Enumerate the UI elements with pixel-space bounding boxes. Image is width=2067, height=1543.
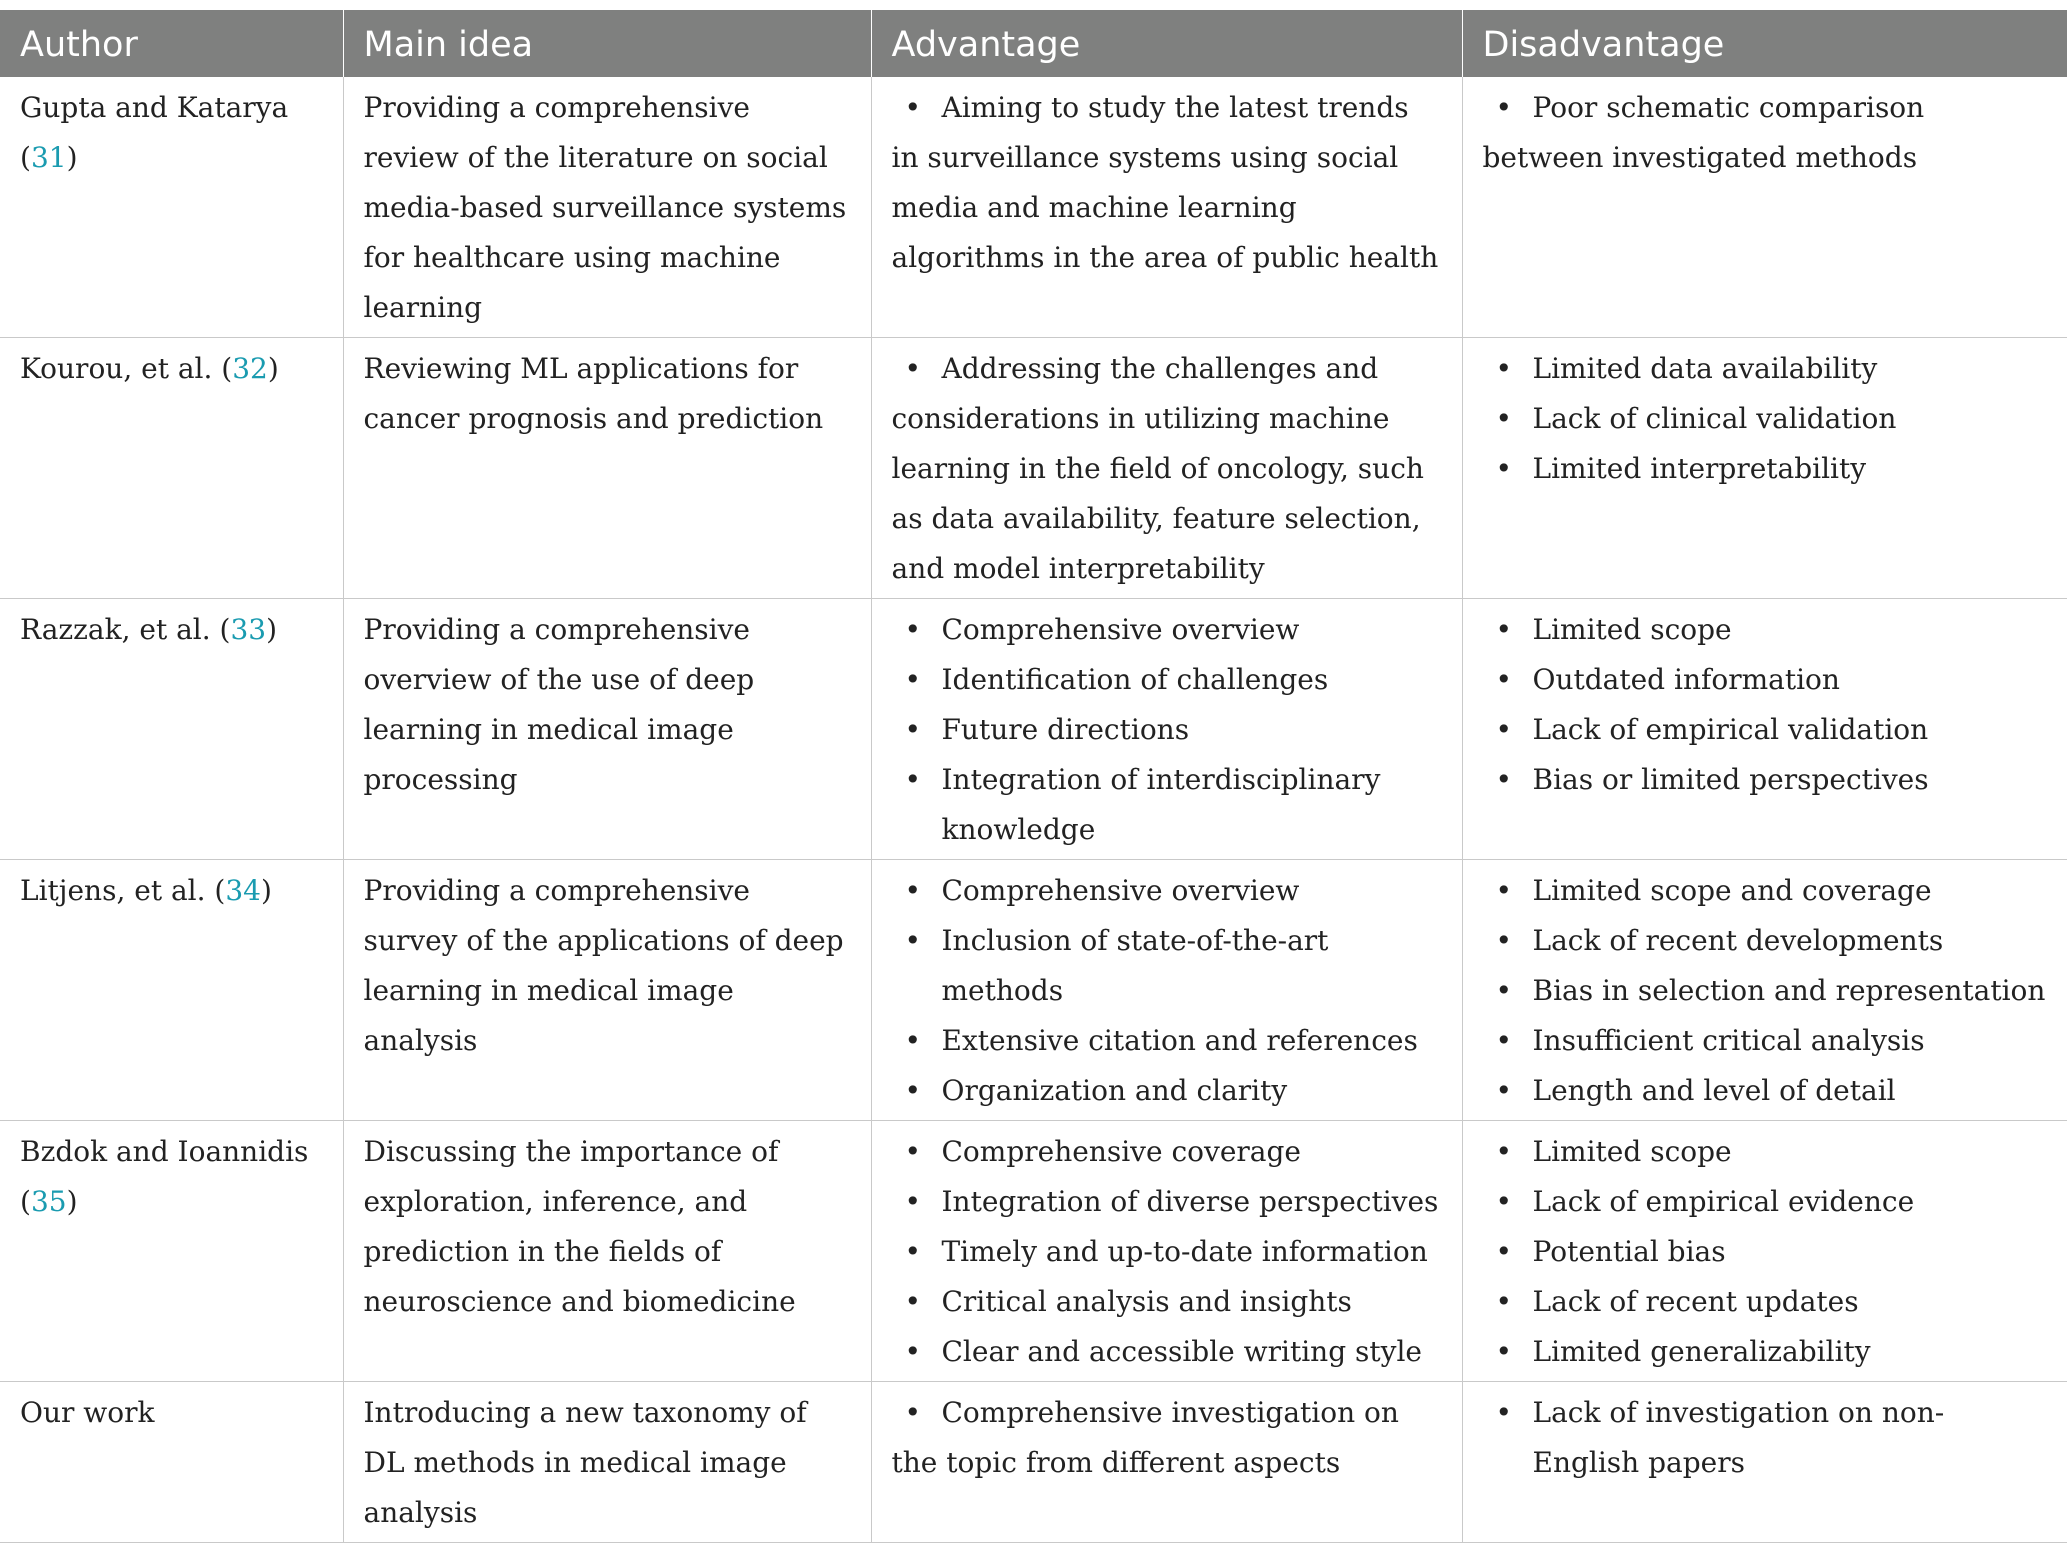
advantage-cell	[871, 860, 1462, 1121]
disadvantage-item: • Outdated information	[1483, 655, 2048, 705]
disadvantage-cell	[1462, 599, 2067, 860]
disadvantage-cell	[1462, 77, 2067, 338]
advantage-cell	[871, 1382, 1462, 1543]
disadvantage-item: • Limited generalizability	[1483, 1327, 2048, 1377]
advantage-item: • Inclusion of state-of-the-art methods	[892, 916, 1442, 1016]
main-idea-cell: Introducing a new taxonomy of DL methods in medical image analysis	[343, 1382, 871, 1543]
advantage-item: • Future directions	[892, 705, 1442, 755]
advantage-item: • Integration of diverse perspectives	[892, 1177, 1442, 1227]
advantage-item: • Critical analysis and insights	[892, 1277, 1442, 1327]
disadvantage-item: • Length and level of detail	[1483, 1066, 2048, 1116]
table-row	[0, 860, 2067, 1121]
disadvantage-item: • Lack of empirical validation	[1483, 705, 2048, 755]
header-main-idea: Main idea	[343, 10, 871, 77]
author-name: Gupta and Katarya	[20, 91, 289, 124]
header-author: Author	[0, 10, 343, 77]
disadvantage-cell	[1462, 1382, 2067, 1543]
disadvantage-item: • Limited scope	[1483, 605, 2048, 655]
advantage-cell	[871, 1121, 1462, 1382]
table-body	[0, 77, 2067, 1543]
disadvantage-cell	[1462, 860, 2067, 1121]
disadvantage-item: • Lack of empirical evidence	[1483, 1177, 2048, 1227]
advantage-cell	[871, 77, 1462, 338]
header-advantage: Advantage	[871, 10, 1462, 77]
main-idea-cell: Providing a comprehensive survey of the applications of deep learning in medical image analysis	[343, 860, 871, 1121]
reference-link[interactable]: 34	[225, 874, 261, 907]
advantage-item: • Identification of challenges	[892, 655, 1442, 705]
header-row	[0, 10, 2067, 77]
author-cell: Bzdok and Ioannidis (35)	[0, 1121, 343, 1382]
author-cell: Gupta and Katarya (31)	[0, 77, 343, 338]
disadvantage-item: • Lack of recent updates	[1483, 1277, 2048, 1327]
disadvantage-item: • Poor schematic comparison between investigated methods	[1483, 83, 2048, 183]
table-row	[0, 599, 2067, 860]
disadvantage-item: • Limited scope and coverage	[1483, 866, 2048, 916]
table-row	[0, 338, 2067, 599]
reference-link[interactable]: 32	[232, 352, 268, 385]
disadvantage-cell	[1462, 338, 2067, 599]
advantage-cell	[871, 338, 1462, 599]
main-idea-cell: Providing a comprehensive overview of the use of deep learning in medical image processing	[343, 599, 871, 860]
author-cell: Litjens, et al. (34)	[0, 860, 343, 1121]
disadvantage-item: • Lack of investigation on non-English papers	[1483, 1388, 2048, 1488]
table-row	[0, 1121, 2067, 1382]
disadvantage-item: • Limited data availability	[1483, 344, 2048, 394]
advantage-item: • Aiming to study the latest trends in surveillance systems using social media and machine learning algorithms in the area of public health	[892, 83, 1442, 283]
advantage-item: • Comprehensive overview	[892, 866, 1442, 916]
main-idea-cell: Discussing the importance of exploration, inference, and prediction in the fields of neuroscience and biomedicine	[343, 1121, 871, 1382]
reference-link[interactable]: 35	[30, 1185, 67, 1218]
advantage-item: • Integration of interdisciplinary knowledge	[892, 755, 1442, 855]
author-name: Razzak, et al.	[20, 613, 211, 646]
header-disadvantage: Disadvantage	[1462, 10, 2067, 77]
author-cell: Kourou, et al. (32)	[0, 338, 343, 599]
author-name: Our work	[20, 1396, 155, 1429]
disadvantage-item: • Insufficient critical analysis	[1483, 1016, 2048, 1066]
disadvantage-item: • Lack of clinical validation	[1483, 394, 2048, 444]
table-row	[0, 77, 2067, 338]
main-idea-cell: Providing a comprehensive review of the literature on social media-based surveillance systems for healthcare using machine learning	[343, 77, 871, 338]
advantage-item: • Organization and clarity	[892, 1066, 1442, 1116]
author-cell: Razzak, et al. (33)	[0, 599, 343, 860]
disadvantage-item: • Lack of recent developments	[1483, 916, 2048, 966]
advantage-item: • Comprehensive investigation on the topic from different aspects	[892, 1388, 1442, 1488]
author-cell	[0, 1382, 343, 1543]
disadvantage-item: • Limited scope	[1483, 1127, 2048, 1177]
reference-link[interactable]: 31	[30, 141, 67, 174]
advantage-item: • Extensive citation and references	[892, 1016, 1442, 1066]
author-name: Litjens, et al.	[20, 874, 206, 907]
advantage-cell	[871, 599, 1462, 860]
advantage-item: • Comprehensive coverage	[892, 1127, 1442, 1177]
disadvantage-item: • Bias or limited perspectives	[1483, 755, 2048, 805]
reference-link[interactable]: 33	[230, 613, 267, 646]
main-idea-cell: Reviewing ML applications for cancer prognosis and prediction	[343, 338, 871, 599]
disadvantage-cell	[1462, 1121, 2067, 1382]
advantage-item: • Comprehensive overview	[892, 605, 1442, 655]
table-header	[0, 10, 2067, 77]
table-row	[0, 1382, 2067, 1543]
author-name: Bzdok and Ioannidis	[20, 1135, 309, 1168]
disadvantage-item: • Limited interpretability	[1483, 444, 2048, 494]
advantage-item: • Timely and up-to-date information	[892, 1227, 1442, 1277]
author-name: Kourou, et al.	[20, 352, 213, 385]
advantage-item: • Addressing the challenges and considerations in utilizing machine learning in the field of oncology, such as data availability, feature selection, and model interpretability	[892, 344, 1442, 594]
disadvantage-item: • Potential bias	[1483, 1227, 2048, 1277]
disadvantage-item: • Bias in selection and representation	[1483, 966, 2048, 1016]
advantage-item: • Clear and accessible writing style	[892, 1327, 1442, 1377]
comparison-table	[0, 10, 2067, 1543]
